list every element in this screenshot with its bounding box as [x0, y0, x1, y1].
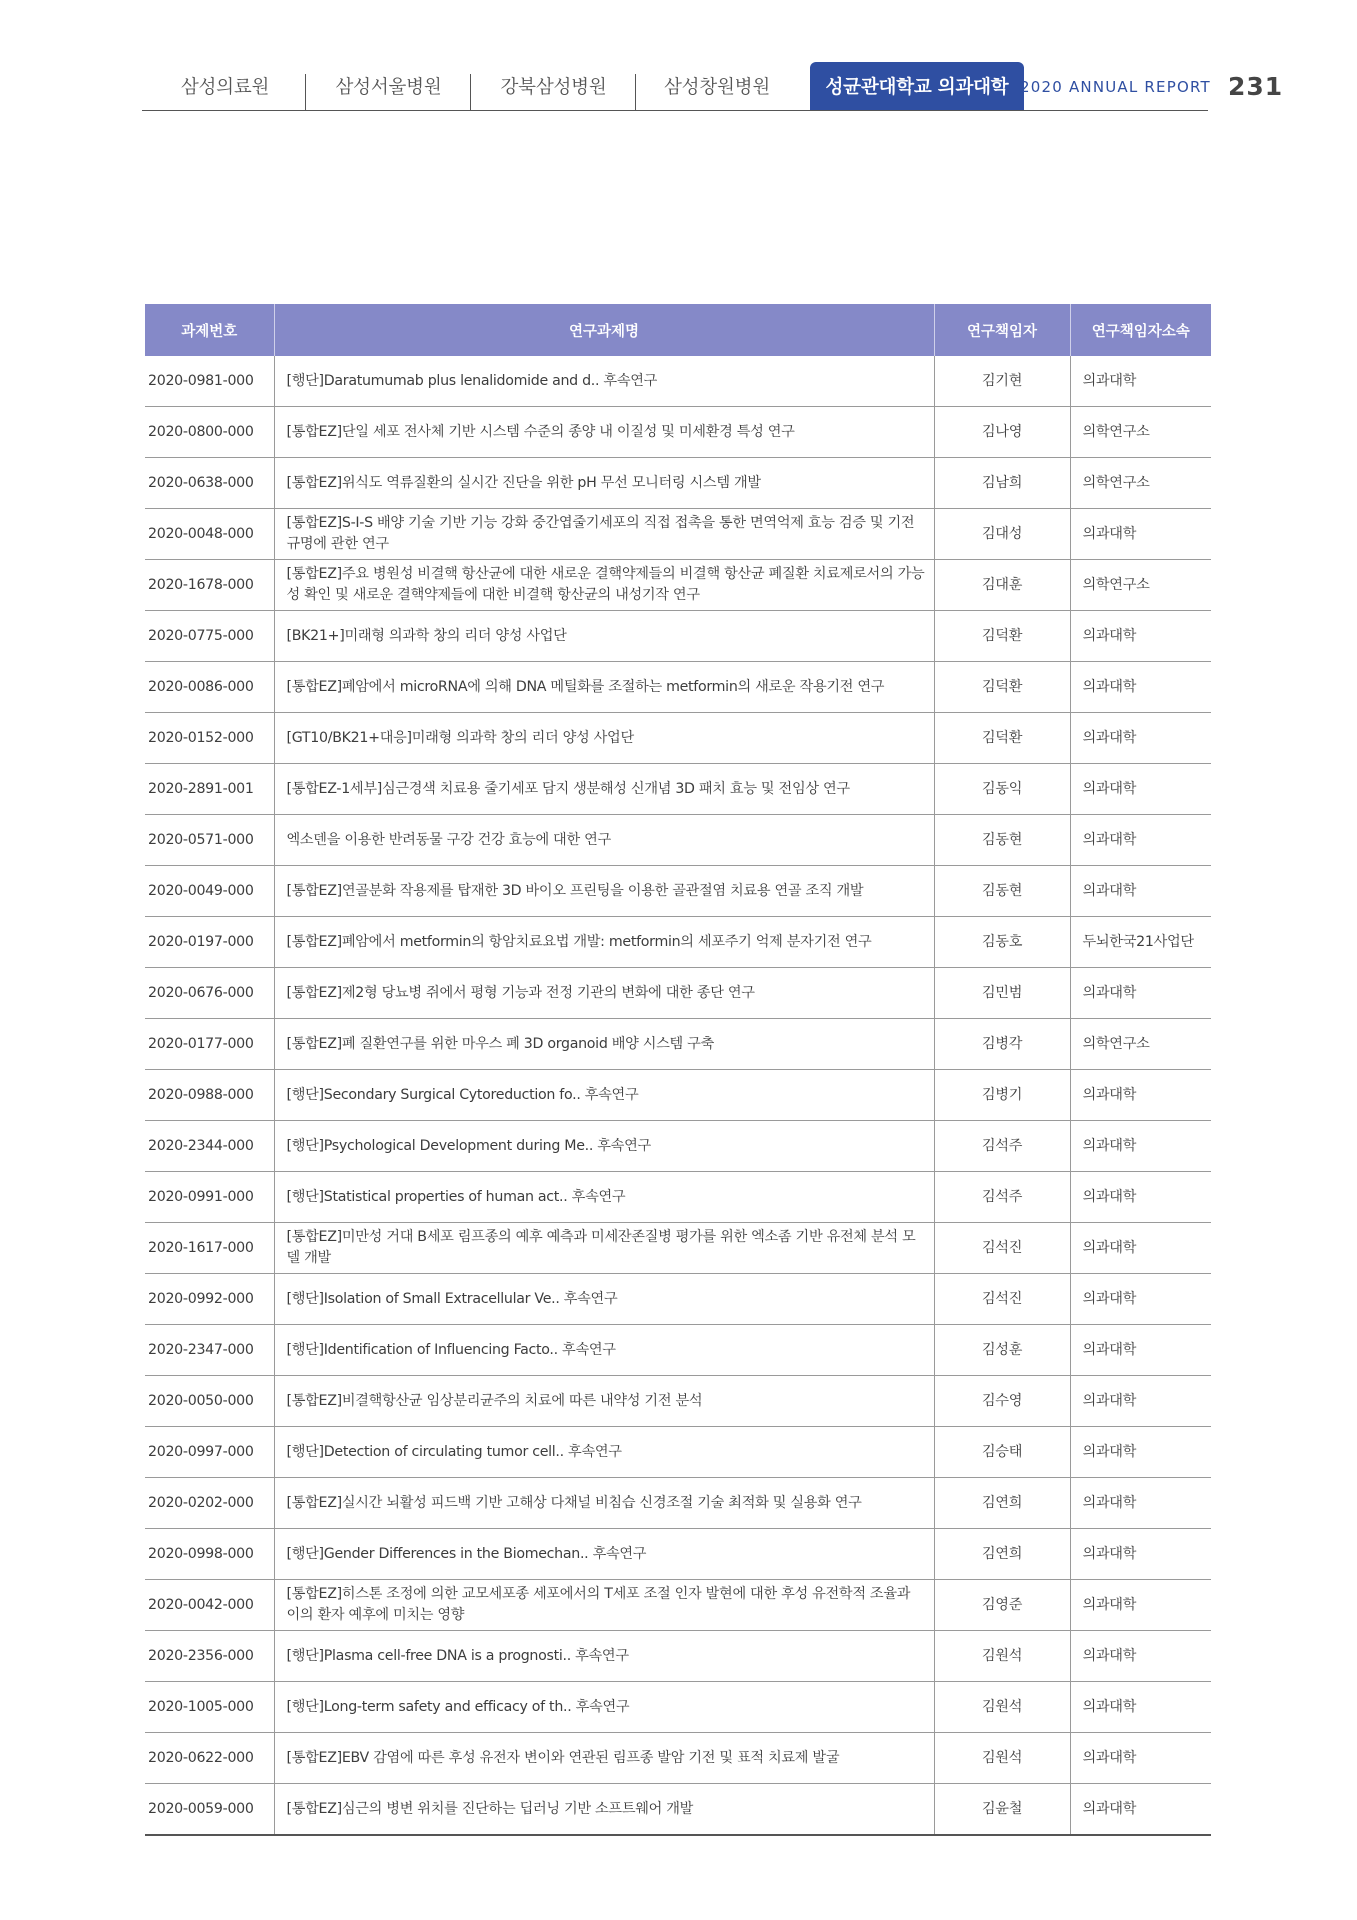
lead-researcher-cell: 김연희	[934, 1478, 1070, 1529]
affiliation-cell: 의과대학	[1070, 1631, 1211, 1682]
table-row	[145, 866, 1211, 917]
affiliation-cell: 의과대학	[1070, 968, 1211, 1019]
lead-researcher-cell: 김병기	[934, 1070, 1070, 1121]
project-number-cell: 2020-0992-000	[145, 1274, 274, 1325]
project-number-cell: 2020-0202-000	[145, 1478, 274, 1529]
table-row	[145, 611, 1211, 662]
affiliation-cell: 의과대학	[1070, 1223, 1211, 1274]
project-number-cell: 2020-0991-000	[145, 1172, 274, 1223]
affiliation-cell: 의과대학	[1070, 1733, 1211, 1784]
affiliation-cell: 의과대학	[1070, 611, 1211, 662]
lead-researcher-cell: 김기현	[934, 356, 1070, 407]
affiliation-cell: 의과대학	[1070, 1376, 1211, 1427]
table-row	[145, 1223, 1211, 1274]
table-row	[145, 815, 1211, 866]
table-row	[145, 407, 1211, 458]
project-title-cell: [통합EZ]EBV 감염에 따른 후성 유전자 변이와 연관된 림프종 발암 기전 및 표적 치료제 발굴	[274, 1733, 934, 1784]
table-row	[145, 1784, 1211, 1836]
project-number-cell: 2020-1678-000	[145, 560, 274, 611]
table-row	[145, 560, 1211, 611]
report-title: 2020 ANNUAL REPORT	[1020, 78, 1211, 96]
project-title-cell: [BK21+]미래형 의과학 창의 리더 양성 사업단	[274, 611, 934, 662]
table-row	[145, 1070, 1211, 1121]
table-row	[145, 1631, 1211, 1682]
project-number-cell: 2020-0048-000	[145, 509, 274, 560]
affiliation-cell: 의과대학	[1070, 356, 1211, 407]
affiliation-cell: 의학연구소	[1070, 407, 1211, 458]
project-title-cell: [행단]Identification of Influencing Facto.. 후속연구	[274, 1325, 934, 1376]
lead-researcher-cell: 김대훈	[934, 560, 1070, 611]
project-title-cell: [통합EZ]폐암에서 metformin의 항암치료요법 개발: metformin의 세포주기 억제 분자기전 연구	[274, 917, 934, 968]
project-number-cell: 2020-0152-000	[145, 713, 274, 764]
affiliation-cell: 의과대학	[1070, 1427, 1211, 1478]
project-title-cell: [통합EZ]S-I-S 배양 기술 기반 기능 강화 중간엽줄기세포의 직접 접촉을 통한 면역억제 효능 검증 및 기전 규명에 관한 연구	[274, 509, 934, 560]
project-title-cell: [통합EZ-1세부]심근경색 치료용 줄기세포 담지 생분해성 신개념 3D 패치 효능 및 전임상 연구	[274, 764, 934, 815]
affiliation-cell: 의학연구소	[1070, 560, 1211, 611]
affiliation-cell: 의과대학	[1070, 1580, 1211, 1631]
affiliation-cell: 의과대학	[1070, 713, 1211, 764]
table-row	[145, 764, 1211, 815]
lead-researcher-cell: 김석진	[934, 1274, 1070, 1325]
lead-researcher-cell: 김원석	[934, 1631, 1070, 1682]
table-header-row	[145, 304, 1211, 356]
lead-researcher-cell: 김나영	[934, 407, 1070, 458]
project-number-cell: 2020-2891-001	[145, 764, 274, 815]
lead-researcher-cell: 김동호	[934, 917, 1070, 968]
lead-researcher-cell: 김동익	[934, 764, 1070, 815]
table-row	[145, 1733, 1211, 1784]
affiliation-cell: 의과대학	[1070, 1325, 1211, 1376]
table-row	[145, 713, 1211, 764]
table-row	[145, 1478, 1211, 1529]
project-title-cell: [통합EZ]폐암에서 microRNA에 의해 DNA 메틸화를 조절하는 metformin의 새로운 작용기전 연구	[274, 662, 934, 713]
nav-tab-samsung-changwon-hospital[interactable]: 삼성창원병원	[663, 77, 771, 98]
table-row	[145, 968, 1211, 1019]
project-number-cell: 2020-0571-000	[145, 815, 274, 866]
lead-researcher-cell: 김석주	[934, 1121, 1070, 1172]
table-row	[145, 1172, 1211, 1223]
lead-researcher-cell: 김동현	[934, 815, 1070, 866]
project-title-cell: [행단]Detection of circulating tumor cell.. 후속연구	[274, 1427, 934, 1478]
affiliation-cell: 의학연구소	[1070, 458, 1211, 509]
lead-researcher-cell: 김동현	[934, 866, 1070, 917]
table-row	[145, 1121, 1211, 1172]
project-title-cell: [행단]Statistical properties of human act.. 후속연구	[274, 1172, 934, 1223]
lead-researcher-cell: 김석주	[934, 1172, 1070, 1223]
lead-researcher-cell: 김원석	[934, 1733, 1070, 1784]
affiliation-cell: 의과대학	[1070, 1070, 1211, 1121]
project-title-cell: [행단]Long-term safety and efficacy of th.. 후속연구	[274, 1682, 934, 1733]
project-number-cell: 2020-0988-000	[145, 1070, 274, 1121]
lead-researcher-cell: 김성훈	[934, 1325, 1070, 1376]
affiliation-cell: 의과대학	[1070, 1784, 1211, 1836]
header-divider	[142, 110, 1208, 111]
lead-researcher-cell: 김연희	[934, 1529, 1070, 1580]
table-body	[145, 356, 1211, 1835]
col-header-affiliation: 연구책임자소속	[1070, 304, 1211, 356]
project-number-cell: 2020-2347-000	[145, 1325, 274, 1376]
project-title-cell: [통합EZ]폐 질환연구를 위한 마우스 폐 3D organoid 배양 시스템 구축	[274, 1019, 934, 1070]
affiliation-cell: 의과대학	[1070, 866, 1211, 917]
affiliation-cell: 의과대학	[1070, 1274, 1211, 1325]
project-number-cell: 2020-0049-000	[145, 866, 274, 917]
project-title-cell: [통합EZ]실시간 뇌활성 피드백 기반 고해상 다채널 비침습 신경조절 기술 최적화 및 실용화 연구	[274, 1478, 934, 1529]
lead-researcher-cell: 김남희	[934, 458, 1070, 509]
project-number-cell: 2020-0177-000	[145, 1019, 274, 1070]
table-row	[145, 1682, 1211, 1733]
project-title-cell: [GT10/BK21+대응]미래형 의과학 창의 리더 양성 사업단	[274, 713, 934, 764]
table-row	[145, 458, 1211, 509]
lead-researcher-cell: 김민범	[934, 968, 1070, 1019]
project-number-cell: 2020-0197-000	[145, 917, 274, 968]
project-number-cell: 2020-0998-000	[145, 1529, 274, 1580]
table-row	[145, 509, 1211, 560]
nav-tab-samsung-medical-center[interactable]: 삼성의료원	[144, 62, 306, 110]
col-header-project-title: 연구과제명	[274, 304, 934, 356]
project-number-cell: 2020-0676-000	[145, 968, 274, 1019]
project-title-cell: [통합EZ]심근의 병변 위치를 진단하는 딥러닝 기반 소프트웨어 개발	[274, 1784, 934, 1836]
table-row	[145, 662, 1211, 713]
nav-tab-kangbuk-samsung-hospital[interactable]: 강북삼성병원	[471, 62, 636, 110]
affiliation-cell: 의과대학	[1070, 662, 1211, 713]
project-title-cell: [통합EZ]위식도 역류질환의 실시간 진단을 위한 pH 무선 모니터링 시스템 개발	[274, 458, 934, 509]
lead-researcher-cell: 김영준	[934, 1580, 1070, 1631]
project-number-cell: 2020-0800-000	[145, 407, 274, 458]
project-title-cell: [통합EZ]주요 병원성 비결핵 항산균에 대한 새로운 결핵약제들의 비결핵 항산균 폐질환 치료제로서의 가능성 확인 및 새로운 결핵약제들에 대한 비결핵 항산균의 내성기작 연구	[274, 560, 934, 611]
affiliation-cell: 의과대학	[1070, 1682, 1211, 1733]
project-number-cell: 2020-0050-000	[145, 1376, 274, 1427]
project-title-cell: 엑소덴을 이용한 반려동물 구강 건강 효능에 대한 연구	[274, 815, 934, 866]
affiliation-cell: 의과대학	[1070, 1529, 1211, 1580]
affiliation-cell: 두뇌한국21사업단	[1070, 917, 1211, 968]
col-header-project-number: 과제번호	[145, 304, 274, 356]
lead-researcher-cell: 김병각	[934, 1019, 1070, 1070]
lead-researcher-cell: 김수영	[934, 1376, 1070, 1427]
project-number-cell: 2020-1617-000	[145, 1223, 274, 1274]
project-number-cell: 2020-1005-000	[145, 1682, 274, 1733]
section-nav	[144, 62, 1024, 110]
lead-researcher-cell: 김원석	[934, 1682, 1070, 1733]
affiliation-cell: 의학연구소	[1070, 1019, 1211, 1070]
affiliation-cell: 의과대학	[1070, 815, 1211, 866]
project-number-cell: 2020-0981-000	[145, 356, 274, 407]
project-number-cell: 2020-0622-000	[145, 1733, 274, 1784]
project-title-cell: [행단]Plasma cell-free DNA is a prognosti.. 후속연구	[274, 1631, 934, 1682]
project-title-cell: [행단]Daratumumab plus lenalidomide and d.. 후속연구	[274, 356, 934, 407]
affiliation-cell: 의과대학	[1070, 1172, 1211, 1223]
table-row	[145, 917, 1211, 968]
project-number-cell: 2020-2356-000	[145, 1631, 274, 1682]
table-row	[145, 1274, 1211, 1325]
lead-researcher-cell: 김석진	[934, 1223, 1070, 1274]
project-title-cell: [통합EZ]연골분화 작용제를 탑재한 3D 바이오 프린팅을 이용한 골관절염 치료용 연골 조직 개발	[274, 866, 934, 917]
col-header-lead-researcher: 연구책임자	[934, 304, 1070, 356]
affiliation-cell: 의과대학	[1070, 764, 1211, 815]
project-number-cell: 2020-0997-000	[145, 1427, 274, 1478]
table-row	[145, 1019, 1211, 1070]
project-title-cell: [통합EZ]단일 세포 전사체 기반 시스템 수준의 종양 내 이질성 및 미세환경 특성 연구	[274, 407, 934, 458]
lead-researcher-cell: 김승태	[934, 1427, 1070, 1478]
project-title-cell: [통합EZ]미만성 거대 B세포 림프종의 예후 예측과 미세잔존질병 평가를 위한 엑소좀 기반 유전체 분석 모델 개발	[274, 1223, 934, 1274]
research-project-table	[145, 304, 1211, 1836]
project-title-cell: [행단]Gender Differences in the Biomechan.. 후속연구	[274, 1529, 934, 1580]
table-row	[145, 356, 1211, 407]
project-number-cell: 2020-0775-000	[145, 611, 274, 662]
lead-researcher-cell: 김덕환	[934, 662, 1070, 713]
table-row	[145, 1529, 1211, 1580]
project-number-cell: 2020-0086-000	[145, 662, 274, 713]
project-title-cell: [통합EZ]히스톤 조정에 의한 교모세포종 세포에서의 T세포 조절 인자 발현에 대한 후성 유전학적 조율과 이의 환자 예후에 미치는 영향	[274, 1580, 934, 1631]
affiliation-cell: 의과대학	[1070, 509, 1211, 560]
nav-tab-skku-medicine-active[interactable]: 성균관대학교 의과대학	[810, 62, 1024, 110]
lead-researcher-cell: 김윤철	[934, 1784, 1070, 1836]
project-number-cell: 2020-0042-000	[145, 1580, 274, 1631]
project-number-cell: 2020-0638-000	[145, 458, 274, 509]
nav-tab-samsung-seoul-hospital[interactable]: 삼성서울병원	[306, 62, 471, 110]
table-row	[145, 1325, 1211, 1376]
page-number: 231	[1228, 72, 1284, 101]
lead-researcher-cell: 김덕환	[934, 713, 1070, 764]
table-row	[145, 1580, 1211, 1631]
project-title-cell: [행단]Secondary Surgical Cytoreduction fo.. 후속연구	[274, 1070, 934, 1121]
project-title-cell: [통합EZ]제2형 당뇨병 쥐에서 평형 기능과 전정 기관의 변화에 대한 종단 연구	[274, 968, 934, 1019]
lead-researcher-cell: 김대성	[934, 509, 1070, 560]
table-row	[145, 1427, 1211, 1478]
lead-researcher-cell: 김덕환	[934, 611, 1070, 662]
project-title-cell: [행단]Psychological Development during Me.. 후속연구	[274, 1121, 934, 1172]
table-row	[145, 1376, 1211, 1427]
project-title-cell: [행단]Isolation of Small Extracellular Ve.. 후속연구	[274, 1274, 934, 1325]
affiliation-cell: 의과대학	[1070, 1121, 1211, 1172]
project-number-cell: 2020-2344-000	[145, 1121, 274, 1172]
project-number-cell: 2020-0059-000	[145, 1784, 274, 1836]
affiliation-cell: 의과대학	[1070, 1478, 1211, 1529]
project-title-cell: [통합EZ]비결핵항산균 임상분리균주의 치료에 따른 내약성 기전 분석	[274, 1376, 934, 1427]
